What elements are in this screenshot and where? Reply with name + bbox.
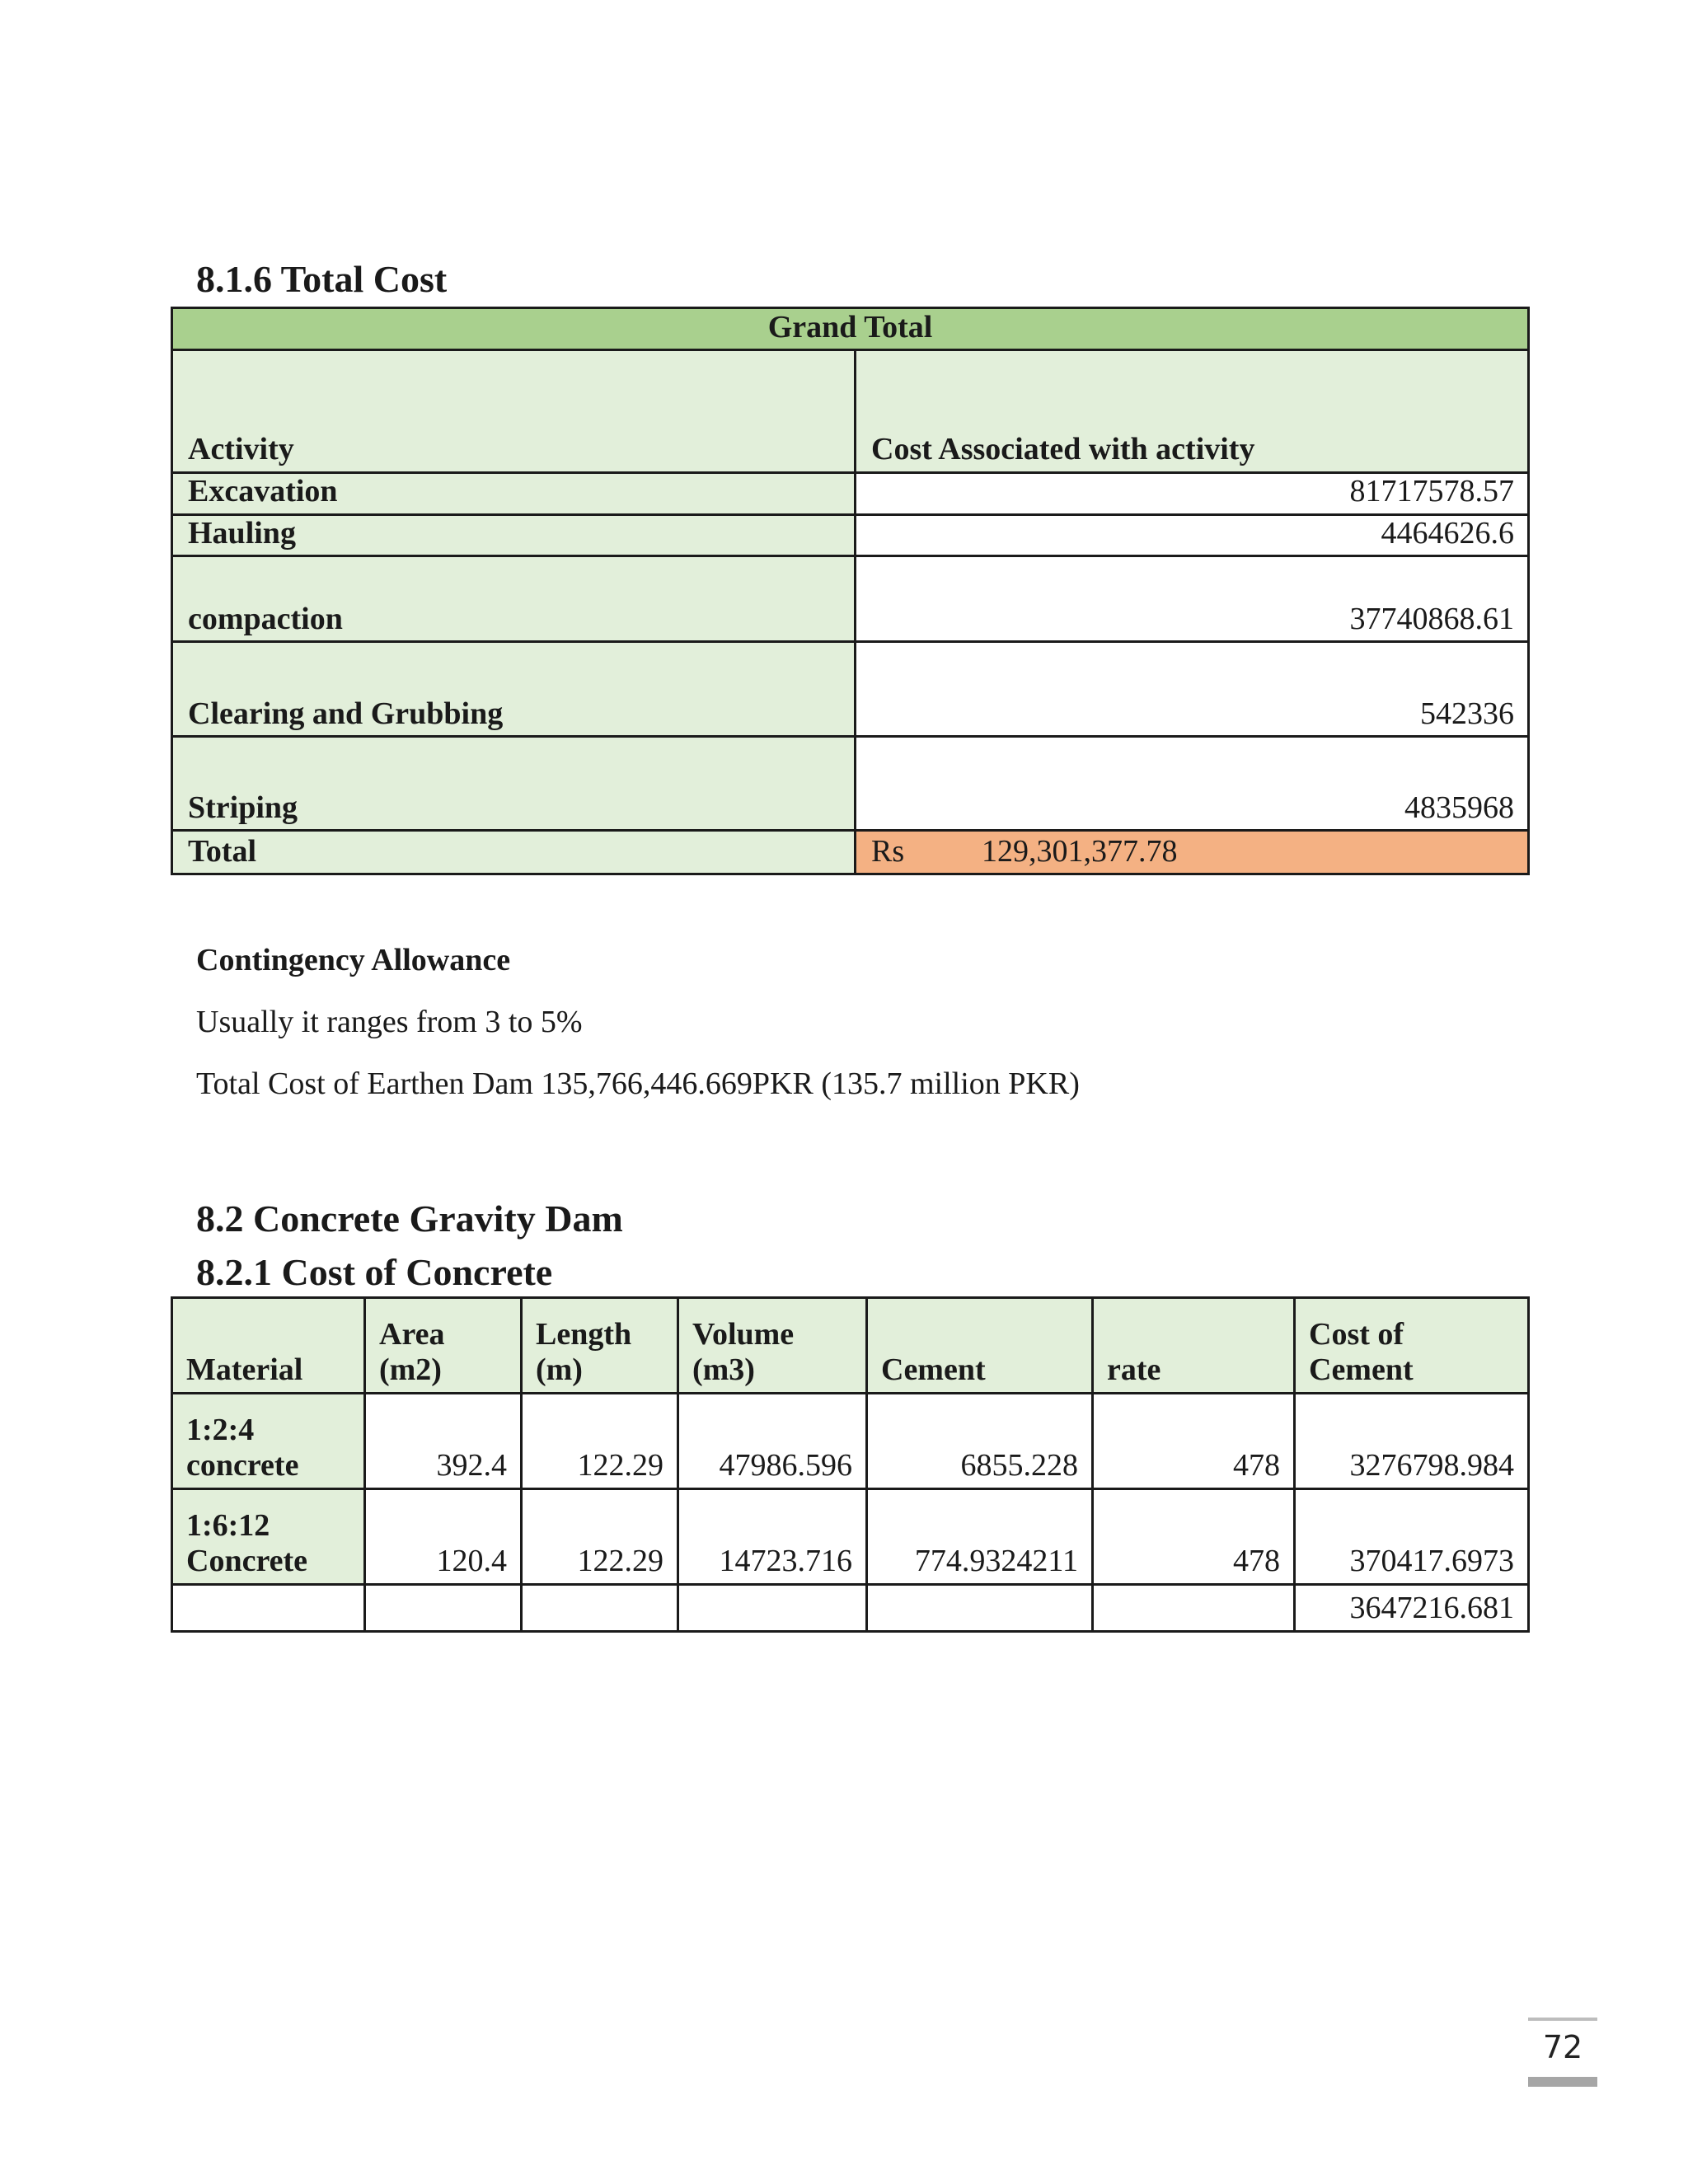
activity-cell: Clearing and Grubbing xyxy=(172,642,856,737)
section-heading-cost-of-concrete: 8.2.1 Cost of Concrete xyxy=(196,1251,553,1293)
activity-cell: Excavation xyxy=(172,473,856,515)
table-row xyxy=(172,642,1529,737)
material-line: 1:2:4 xyxy=(186,1412,255,1447)
material-line: Concrete xyxy=(186,1544,308,1579)
header-line: Volume xyxy=(692,1316,795,1352)
table-row xyxy=(172,473,1529,515)
page-number-top-rule xyxy=(1528,2018,1597,2021)
empty-cell xyxy=(1093,1585,1295,1632)
table-row xyxy=(172,1489,1529,1585)
header-line: Length xyxy=(536,1316,632,1352)
empty-cell xyxy=(172,1585,365,1632)
table-row xyxy=(172,737,1529,831)
table-row xyxy=(172,1394,1529,1489)
section-heading-total-cost: 8.1.6 Total Cost xyxy=(196,258,448,300)
table-row xyxy=(172,556,1529,642)
cost-cell: 4835968 xyxy=(856,737,1529,831)
cost-cell: 37740868.61 xyxy=(856,556,1529,642)
table-header-row xyxy=(172,1298,1529,1394)
column-header-volume xyxy=(678,1298,867,1394)
concrete-cost-table xyxy=(171,1296,1530,1633)
empty-cell xyxy=(522,1585,678,1632)
cost-cell: 81717578.57 xyxy=(856,473,1529,515)
rate-cell: 478 xyxy=(1093,1394,1295,1489)
header-line: (m3) xyxy=(692,1352,755,1388)
rate-cell: 478 xyxy=(1093,1489,1295,1585)
table-row xyxy=(172,514,1529,556)
empty-cell xyxy=(365,1585,522,1632)
cement-cell: 774.9324211 xyxy=(867,1489,1093,1585)
area-cell: 392.4 xyxy=(365,1394,522,1489)
cost-cell: 4464626.6 xyxy=(856,514,1529,556)
total-value: 129,301,377.78 xyxy=(982,833,1178,869)
header-line: Area xyxy=(379,1316,445,1352)
activity-cell: compaction xyxy=(172,556,856,642)
total-row xyxy=(172,1585,1529,1632)
cost-cell: 3276798.984 xyxy=(1295,1394,1529,1489)
cost-cell: 542336 xyxy=(856,642,1529,737)
total-label: Total xyxy=(172,831,856,874)
section-heading-concrete-gravity-dam: 8.2 Concrete Gravity Dam xyxy=(196,1197,623,1240)
length-cell: 122.29 xyxy=(522,1394,678,1489)
activity-cell: Striping xyxy=(172,737,856,831)
table-title-row xyxy=(172,308,1529,350)
header-line: (m2) xyxy=(379,1352,442,1388)
empty-cell xyxy=(867,1585,1093,1632)
header-line: (m) xyxy=(536,1352,583,1388)
column-header-activity: Activity xyxy=(172,350,856,473)
column-header-area xyxy=(365,1298,522,1394)
volume-cell: 47986.596 xyxy=(678,1394,867,1489)
activity-cell: Hauling xyxy=(172,514,856,556)
total-value-cell xyxy=(856,831,1529,874)
currency-label: Rs xyxy=(871,833,905,869)
column-header-cost-of-cement xyxy=(1295,1298,1529,1394)
total-row xyxy=(172,831,1529,874)
page-number: 72 xyxy=(1542,2029,1583,2065)
grand-total-table xyxy=(171,307,1530,875)
column-header-rate: rate xyxy=(1093,1298,1295,1394)
contingency-text: Usually it ranges from 3 to 5% xyxy=(196,1005,583,1039)
empty-cell xyxy=(678,1585,867,1632)
cement-cell: 6855.228 xyxy=(867,1394,1093,1489)
area-cell: 120.4 xyxy=(365,1489,522,1585)
material-line: 1:6:12 xyxy=(186,1507,270,1543)
column-header-cost: Cost Associated with activity xyxy=(856,350,1529,473)
column-header-material: Material xyxy=(172,1298,365,1394)
header-line: Cost of xyxy=(1309,1316,1404,1352)
material-cell xyxy=(172,1394,365,1489)
length-cell: 122.29 xyxy=(522,1489,678,1585)
table-title: Grand Total xyxy=(172,308,1529,350)
table-header-row xyxy=(172,350,1529,473)
cost-cell: 370417.6973 xyxy=(1295,1489,1529,1585)
total-cost-cell: 3647216.681 xyxy=(1295,1585,1529,1632)
page-number-bottom-bar xyxy=(1528,2077,1597,2087)
volume-cell: 14723.716 xyxy=(678,1489,867,1585)
column-header-length xyxy=(522,1298,678,1394)
earthen-dam-total-cost: Total Cost of Earthen Dam 135,766,446.669PKR (135.7 million PKR) xyxy=(196,1066,1080,1101)
material-line: concrete xyxy=(186,1448,299,1483)
header-line: Cement xyxy=(1309,1352,1414,1388)
material-cell xyxy=(172,1489,365,1585)
contingency-title: Contingency Allowance xyxy=(196,943,511,977)
column-header-cement: Cement xyxy=(867,1298,1093,1394)
